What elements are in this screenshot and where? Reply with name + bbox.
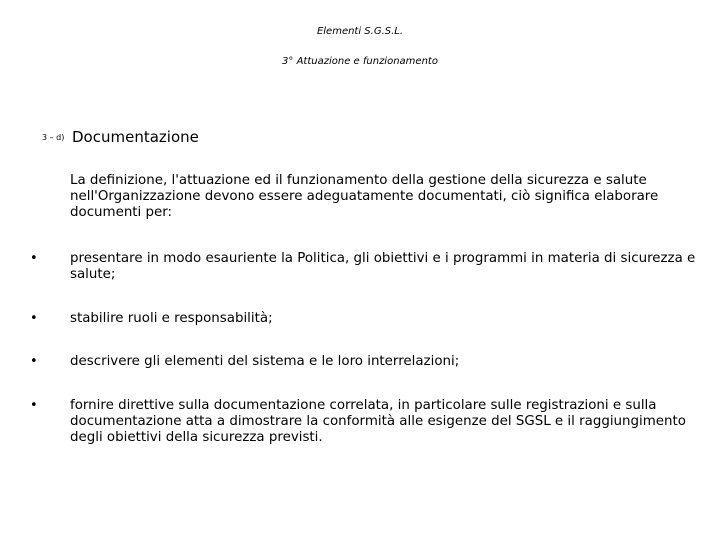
- bullet-marker: •: [30, 251, 38, 266]
- bullet-item-ruoli: stabilire ruoli e responsabilità;: [70, 311, 273, 326]
- bullet-item-sistema: descrivere gli elementi del sistema e le loro interrelazioni;: [70, 354, 460, 369]
- bullet-marker: •: [30, 311, 38, 326]
- bullet-marker: •: [30, 398, 38, 413]
- bullet-item-politica: presentare in modo esauriente la Politica, gli obiettivi e i programmi in materia di sicurezza e salute;: [70, 251, 696, 282]
- header-title: Elementi S.G.S.L.: [316, 26, 404, 37]
- bullet-item-direttive: fornire direttive sulla documentazione correlata, in particolare sulle registrazioni e sulla documentazione atta a dimostrare la conformità alle esigenze del SGSL e il raggiungimento degli obiettivi della sicurezza previsti.: [70, 398, 686, 445]
- intro-paragraph: La definizione, l'attuazione ed il funzionamento della gestione della sicurezza e salute nell'Organizzazione devono essere adeguatamente documentati, ciò significa elaborare documenti per:: [70, 173, 659, 220]
- header-subtitle: 3° Attuazione e funzionamento: [282, 56, 438, 67]
- bullet-marker: •: [30, 354, 38, 369]
- section-number: 3 – d): [42, 133, 65, 142]
- section-title: Documentazione: [72, 128, 199, 146]
